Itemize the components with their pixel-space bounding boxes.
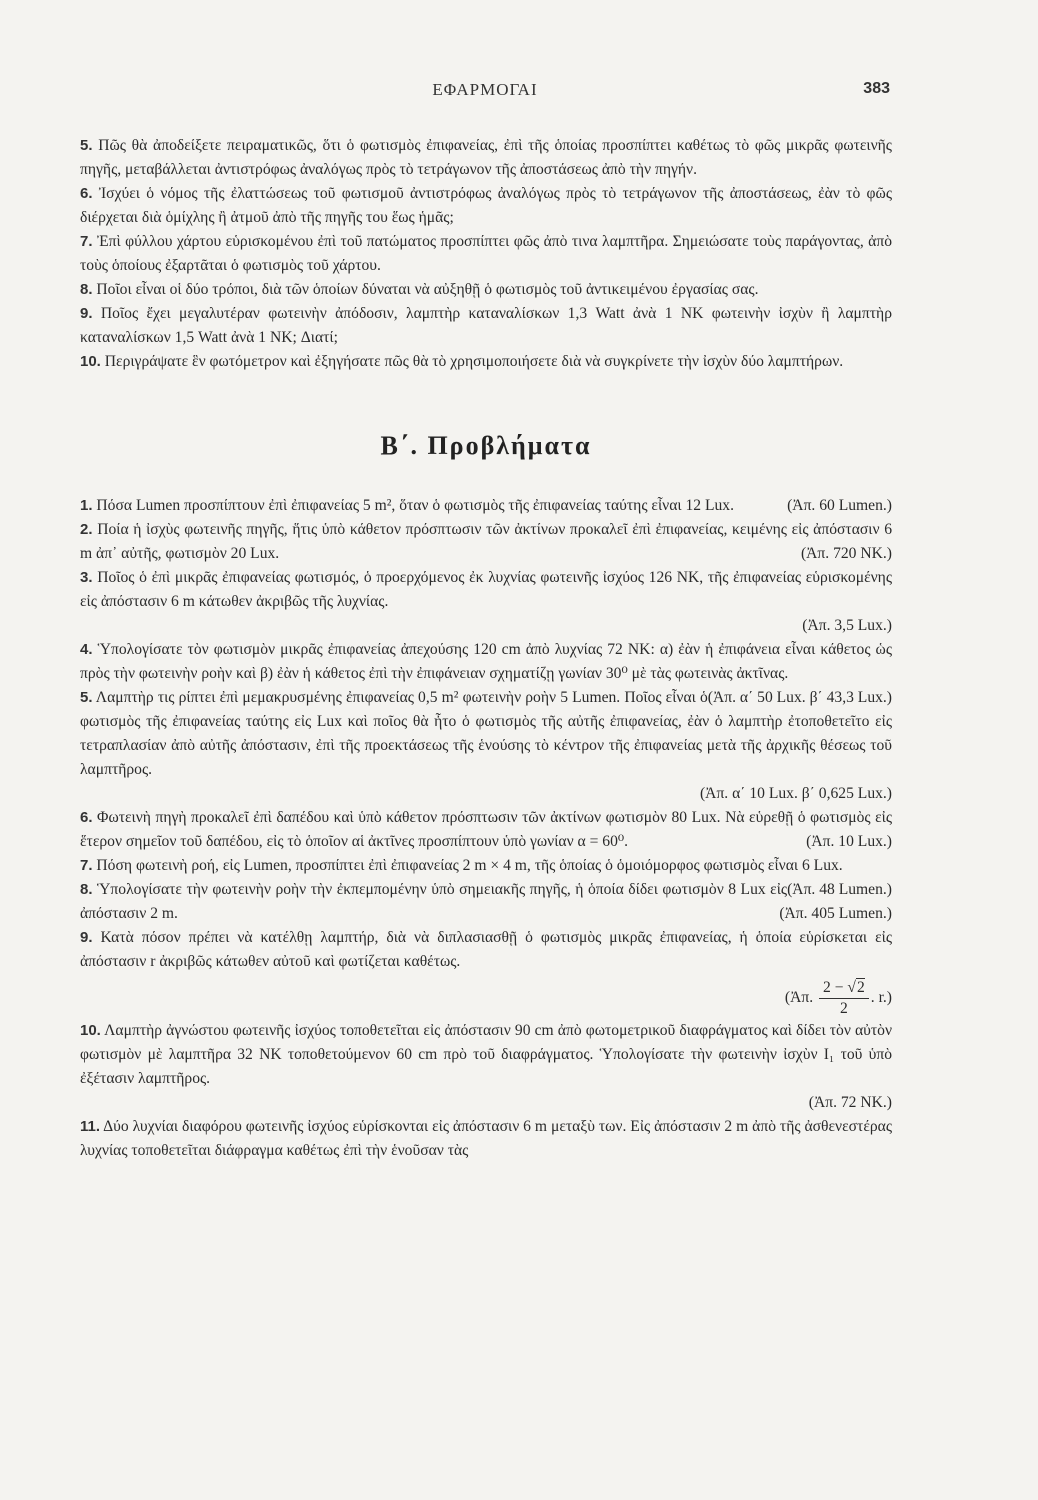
problem-number: 7. [80, 857, 93, 874]
problem-answer: (Ἀπ. 60 Lumen.) [787, 497, 892, 514]
problem-6 [80, 806, 892, 854]
question-text: Περιγράψατε ἓν φωτόμετρον καὶ ἐξηγήσατε πῶς θὰ τὸ χρησιμοποιήσετε διὰ νὰ συγκρίνετε τὴν ἰσχὺν δύο λαμπτήρων. [104, 353, 844, 370]
problem-4 [80, 638, 892, 706]
problem-9 [80, 926, 892, 1019]
problem-1 [80, 494, 892, 518]
problem-answer: (Ἀπ. 72 NK.) [808, 1094, 892, 1111]
problem-number: 11. [80, 1118, 101, 1135]
question-number: 10. [80, 353, 101, 370]
question-10 [80, 350, 892, 374]
problem-10 [80, 1019, 892, 1115]
question-text: Πῶς θὰ ἀποδείξετε πειραματικῶς, ὅτι ὁ φωτισμὸς ἐπιφανείας, ἐπὶ τῆς ὁποίας προσπίπτει καθέτως τὸ φῶς μικρᾶς φωτεινῆς πηγῆς, μεταβάλλεται ἀντιστρόφως ἀναλόγως πρὸς τὸ τετράγωνον τῆς ἀποστάσεως ἀπὸ τὴν πηγήν. [80, 137, 892, 178]
problem-text: Ποία ἡ ἰσχὺς φωτεινῆς πηγῆς, ἥτις ὑπὸ κάθετον πρόσπτωσιν τῶν ἀκτίνων προκαλεῖ ἐπὶ ἐπιφανείας, κειμένης εἰς ἀπόστασιν 6 m ἀπ᾽ αὐτῆς, φωτισμὸν 20 Lux. [80, 521, 892, 562]
problem-3 [80, 566, 892, 638]
problem-8 [80, 878, 892, 926]
numerator-text: 2 − [823, 979, 848, 996]
problem-text: Ποῖος ὁ ἐπὶ μικρᾶς ἐπιφανείας φωτισμός, ὁ προερχόμενος ἐκ λυχνίας φωτεινῆς ἰσχύος 126 NK, τῆς ἐπιφανείας εὑρισκομένης εἰς ἀπόστασιν 6 m κάτωθεν ἀκριβῶς τῆς λυχνίας. [80, 569, 892, 610]
fraction-numerator [819, 978, 869, 999]
problem-answer: (Ἀπ. 10 Lux.) [806, 833, 892, 850]
fraction-denominator: 2 [839, 1000, 848, 1017]
problem-number: 9. [80, 929, 93, 946]
problem-text: Λαμπτὴρ τις ρίπτει ἐπὶ μεμακρυσμένης ἐπιφανείας 0,5 m² φωτεινὴν ροὴν 5 Lumen. Ποῖος εἶναι ὁ φωτισμὸς τῆς ἐπιφανείας ταύτης εἰς Lux καὶ ποῖος θὰ ἦτο ὁ φωτισμὸς τῆς αὐτῆς ἐπιφανείας, ἐὰν ὁ λαμπτὴρ ἐτοποθετεῖτο εἰς τετραπλασίαν ἀπὸ αὐτῆς ἀπόστασιν, ἐπὶ τῆς προεκτάσεως τῆς ἑνούσης τὸ κέντρον τῆς ἐπιφανείας μετὰ τῆς ἀρχικῆς θέσεως τοῦ λαμπτῆρος. [80, 689, 892, 778]
page-number: 383 [863, 80, 890, 97]
problem-answer: (Ἀπ. α΄ 10 Lux. β΄ 0,625 Lux.) [699, 785, 892, 802]
running-title: ΕΦΑΡΜΟΓΑΙ [432, 80, 538, 99]
problem-text: Φωτεινὴ πηγὴ προκαλεῖ ἐπὶ δαπέδου καὶ ὑπὸ κάθετον πρόσπτωσιν τῶν ἀκτίνων φωτισμὸν 80 Lux. Νὰ εὑρεθῇ ὁ φωτισμὸς εἰς ἕτερον σημεῖον τοῦ δαπέδου, εἰς τὸ ὁποῖον αἱ ἀκτῖνες προσπίπτουν ὑπὸ γωνίαν α = 60⁰. [80, 809, 893, 850]
problem-number: 6. [80, 809, 93, 826]
problem-text: Λαμπτὴρ ἀγνώστου φωτεινῆς ἰσχύος τοποθετεῖται εἰς ἀπόστασιν 90 cm ἀπὸ φωτομετρικοῦ διαφράγματος καὶ δίδει τὸν αὐτὸν φωτισμὸν μὲ λαμπτῆρα 32 NK τοποθετούμενον 60 cm πρὸ τοῦ διαφράγματος. Ὑπολογίσατε τὴν φωτεινὴν ἰσχὺν I₁ τοῦ ὑπὸ ἐξέτασιν λαμπτῆρος. [80, 1022, 892, 1087]
problem-number: 2. [80, 521, 93, 538]
problem-number: 4. [80, 641, 93, 658]
question-7 [80, 230, 892, 278]
problem-text: Δύο λυχνίαι διαφόρου φωτεινῆς ἰσχύος εὑρίσκονται εἰς ἀπόστασιν 6 m μεταξὺ των. Εἰς ἀπόστασιν 2 m ἀπὸ τῆς ἀσθενεστέρας λυχνίας τοποθετεῖται διάφραγμα καθέτως ἐπὶ τὴν ἑνοῦσαν τὰς [80, 1118, 892, 1159]
sqrt-icon: √ [847, 979, 856, 996]
problem-11 [80, 1115, 892, 1163]
question-number: 6. [80, 185, 93, 202]
problem-number: 1. [80, 497, 93, 514]
answer-suffix: . r.) [870, 989, 892, 1007]
problem-number: 10. [80, 1022, 101, 1039]
question-text: Ἰσχύει ὁ νόμος τῆς ἐλαττώσεως τοῦ φωτισμοῦ ἀντιστρόφως ἀναλόγως πρὸς τὸ τετράγωνον τῆς ἀποστάσεως, ἐὰν τὸ φῶς διέρχεται διὰ ὁμίχλης ἢ ἀτμοῦ ἀπὸ τῆς πηγῆς του ἕως ἡμᾶς; [80, 185, 892, 226]
problem-answer: (Ἀπ. 3,5 Lux.) [802, 617, 892, 634]
question-number: 9. [80, 305, 93, 322]
sqrt-radicand: 2 [856, 979, 865, 996]
question-number: 5. [80, 137, 93, 154]
section-title: Β΄. Προβλήματα [380, 431, 592, 460]
problem-2 [80, 518, 892, 566]
problem-answer: (Ἀπ. 720 NK.) [800, 545, 892, 562]
problem-answer: (Ἀπ. 48 Lumen.) [787, 881, 892, 898]
question-6 [80, 182, 892, 230]
problem-7 [80, 854, 892, 898]
problem-text: Ὑπολογίσατε τὴν φωτεινὴν ροὴν τὴν ἐκπεμπομένην ὑπὸ σημειακῆς πηγῆς, ἡ ὁποία δίδει φωτισμὸν 8 Lux εἰς ἀπόστασιν 2 m. [80, 881, 788, 922]
question-5 [80, 134, 892, 182]
question-text: Ποῖος ἔχει μεγαλυτέραν φωτεινὴν ἀπόδοσιν, λαμπτὴρ καταναλίσκων 1,3 Watt ἀνὰ 1 NK φωτεινὴν ἰσχὺν ἢ λαμπτὴρ καταναλίσκων 1,5 Watt ἀνὰ 1 NK; Διατί; [80, 305, 892, 346]
question-text: Ἐπὶ φύλλου χάρτου εὑρισκομένου ἐπὶ τοῦ πατώματος προσπίπτει φῶς ἀπὸ τινα λαμπτῆρα. Σημειώσατε τοὺς παράγοντας, ἀπὸ τοὺς ὁποίους ἐξαρτᾶται ὁ φωτισμὸς τοῦ χάρτου. [80, 233, 892, 274]
problem-text: Πόσα Lumen προσπίπτουν ἐπὶ ἐπιφανείας 5 m², ὅταν ὁ φωτισμὸς τῆς ἐπιφανείας ταύτης εἶναι 12 Lux. [96, 497, 734, 514]
problem-answer: (Ἀπ. 405 Lumen.) [779, 905, 892, 922]
answer-fraction [819, 978, 869, 1019]
problem-text: Κατὰ πόσον πρέπει νὰ κατέλθῃ λαμπτήρ, διὰ νὰ διπλασιασθῇ ὁ φωτισμὸς μικρᾶς ἐπιφανείας, ἡ ὁποία εὑρίσκεται εἰς ἀπόστασιν r ἀκριβῶς κάτωθεν αὐτοῦ καὶ φωτίζεται καθέτως. [80, 929, 892, 970]
problem-number: 5. [80, 689, 93, 706]
question-text: Ποῖοι εἶναι οἱ δύο τρόποι, διὰ τῶν ὁποίων δύναται νὰ αὐξηθῇ ὁ φωτισμὸς τοῦ ἀντικειμένου ἐργασίας σας. [96, 281, 759, 298]
page-content [80, 134, 892, 1163]
problem-answer [80, 978, 892, 1019]
problem-answer: (Ἀπ. α΄ 50 Lux. β΄ 43,3 Lux.) [707, 689, 892, 706]
answer-prefix: (Ἀπ. [784, 989, 814, 1007]
question-9 [80, 302, 892, 350]
question-8 [80, 278, 892, 302]
problem-number: 3. [80, 569, 93, 586]
problem-text: Πόση φωτεινὴ ροή, εἰς Lumen, προσπίπτει ἐπὶ ἐπιφανείας 2 m × 4 m, τῆς ὁποίας ὁ ὁμοιόμορφος φωτισμὸς εἶναι 6 Lux. [96, 857, 843, 874]
question-number: 8. [80, 281, 93, 298]
problem-number: 8. [80, 881, 93, 898]
question-number: 7. [80, 233, 93, 250]
page-header [80, 80, 890, 110]
problem-text: Ὑπολογίσατε τὸν φωτισμὸν μικρᾶς ἐπιφανείας ἀπεχούσης 120 cm ἀπὸ λυχνίας 72 NK: α) ἐὰν ἡ ἐπιφάνεια εἶναι κάθετος ὡς πρὸς τὴν φωτεινὴν ροὴν καὶ β) ἐὰν ἡ κάθετος ἐπὶ τὴν ἐπιφάνειαν σχηματίζῃ γωνίαν 30⁰ μὲ τὰς φωτεινὰς ἀκτῖνας. [80, 641, 892, 682]
